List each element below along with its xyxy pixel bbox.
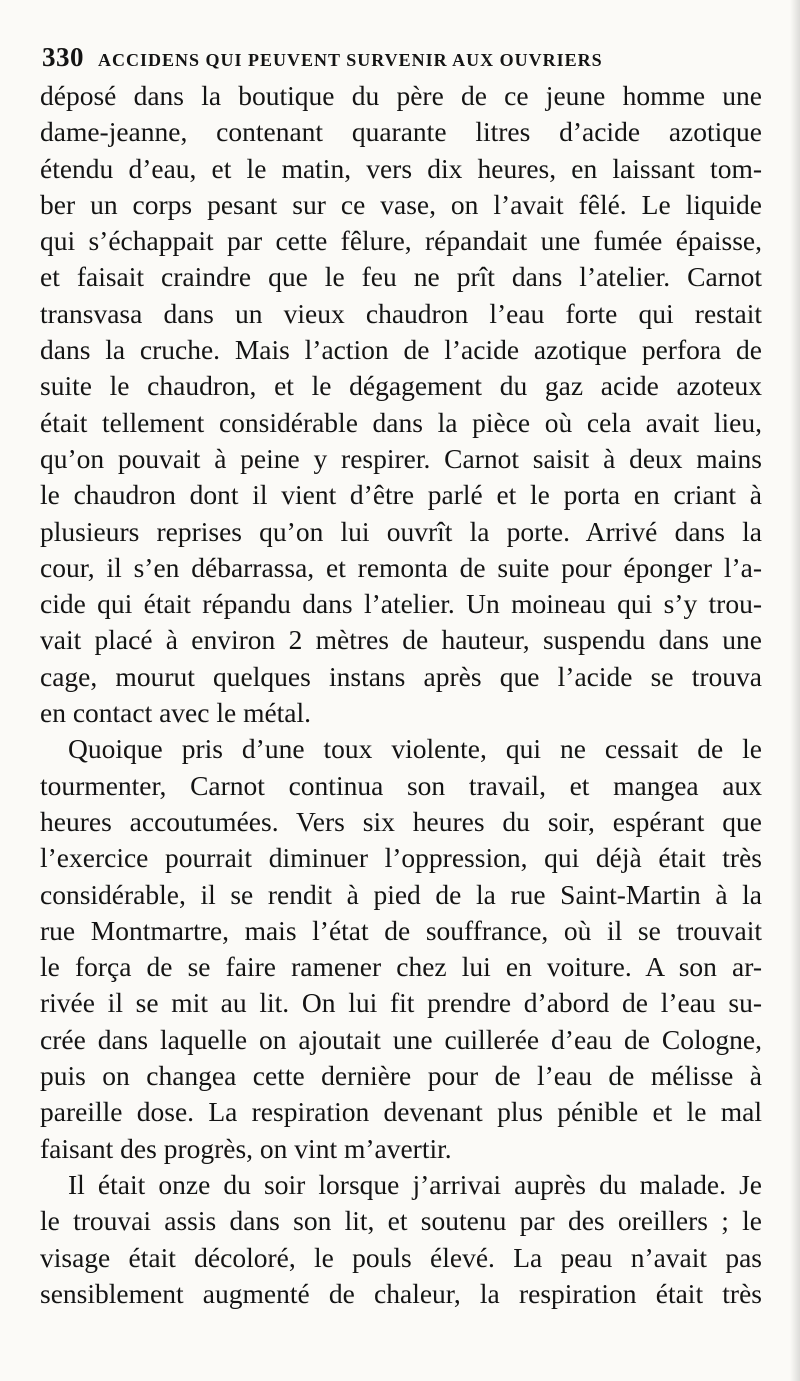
text-line: considérable, il se rendit à pied de la rue Saint-Martin à la bbox=[40, 878, 762, 910]
text-line: crée dans laquelle on ajoutait une cuillerée d’eau de Cologne, bbox=[40, 1023, 762, 1055]
text-line: ber un corps pesant sur ce vase, on l’avait fêlé. Le liquide bbox=[40, 188, 762, 220]
page-number: 330 bbox=[42, 42, 84, 72]
text-line: déposé dans la boutique du père de ce jeune homme une bbox=[40, 80, 762, 111]
text-line: qu’on pouvait à peine y respirer. Carnot saisit à deux mains bbox=[40, 442, 762, 474]
text-line: puis on changea cette dernière pour de l’eau de mélisse à bbox=[40, 1060, 762, 1092]
text-line: faisant des progrès, on vint m’avertir. bbox=[40, 1132, 452, 1164]
text-line: plusieurs reprises qu’on lui ouvrît la porte. Arrivé dans la bbox=[40, 515, 762, 547]
text-line: était tellement considérable dans la pièce où cela avait lieu, bbox=[40, 406, 762, 438]
text-line: tourmenter, Carnot continua son travail, et mangea aux bbox=[40, 769, 762, 801]
text-line: suite le chaudron, et le dégagement du gaz acide azoteux bbox=[40, 370, 762, 402]
text-line: Il était onze du soir lorsque j’arrivai auprès du malade. Je bbox=[68, 1168, 762, 1200]
page-edge-shadow bbox=[790, 0, 800, 1381]
text-line: le força de se faire ramener chez lui en voiture. A son ar- bbox=[40, 951, 762, 983]
paragraph bbox=[40, 731, 762, 1167]
body-text bbox=[40, 78, 762, 1312]
text-line: dame-jeanne, contenant quarante litres d’acide azotique bbox=[40, 116, 762, 148]
text-line: le trouvai assis dans son lit, et soutenu par des oreillers ; le bbox=[40, 1205, 762, 1237]
text-line: heures accoutumées. Vers six heures du soir, espérant que bbox=[40, 805, 762, 837]
text-line: visage était décoloré, le pouls élevé. La peau n’avait pas bbox=[40, 1241, 762, 1273]
text-line: rue Montmartre, mais l’état de souffrance, où il se trouvait bbox=[40, 914, 762, 946]
text-line: cour, il s’en débarrassa, et remonta de suite pour éponger l’a- bbox=[40, 551, 762, 583]
text-line: cide qui était répandu dans l’atelier. Un moineau qui s’y trou- bbox=[40, 588, 762, 620]
text-line: rivée il se mit au lit. On lui fit prendre d’abord de l’eau su- bbox=[40, 987, 762, 1019]
text-line: le chaudron dont il vient d’être parlé et le porta en criant à bbox=[40, 479, 762, 511]
text-line: qui s’échappait par cette fêlure, répandait une fumée épaisse, bbox=[40, 225, 762, 257]
running-title: ACCIDENS QUI PEUVENT SURVENIR AUX OUVRIERS bbox=[98, 50, 603, 70]
text-line: vait placé à environ 2 mètres de hauteur, suspendu dans une bbox=[40, 624, 762, 656]
text-line: cage, mourut quelques instans après que l’acide se trouva bbox=[40, 660, 762, 692]
text-line: l’exercice pourrait diminuer l’oppression, qui déjà était très bbox=[40, 842, 762, 874]
text-line: dans la cruche. Mais l’action de l’acide azotique perfora de bbox=[40, 334, 762, 366]
paragraph bbox=[40, 78, 762, 731]
text-line: Quoique pris d’une toux violente, qui ne cessait de le bbox=[68, 733, 762, 765]
text-line: en contact avec le métal. bbox=[40, 697, 312, 729]
text-line: étendu d’eau, et le matin, vers dix heures, en laissant tom- bbox=[40, 152, 762, 184]
paragraph bbox=[40, 1167, 762, 1312]
text-line: et faisait craindre que le feu ne prît dans l’atelier. Carnot bbox=[40, 261, 762, 293]
text-line: transvasa dans un vieux chaudron l’eau forte qui restait bbox=[40, 297, 762, 329]
text-line: sensiblement augmenté de chaleur, la respiration était très bbox=[40, 1277, 762, 1309]
running-head bbox=[42, 42, 702, 72]
text-line: pareille dose. La respiration devenant plus pénible et le mal bbox=[40, 1096, 762, 1128]
